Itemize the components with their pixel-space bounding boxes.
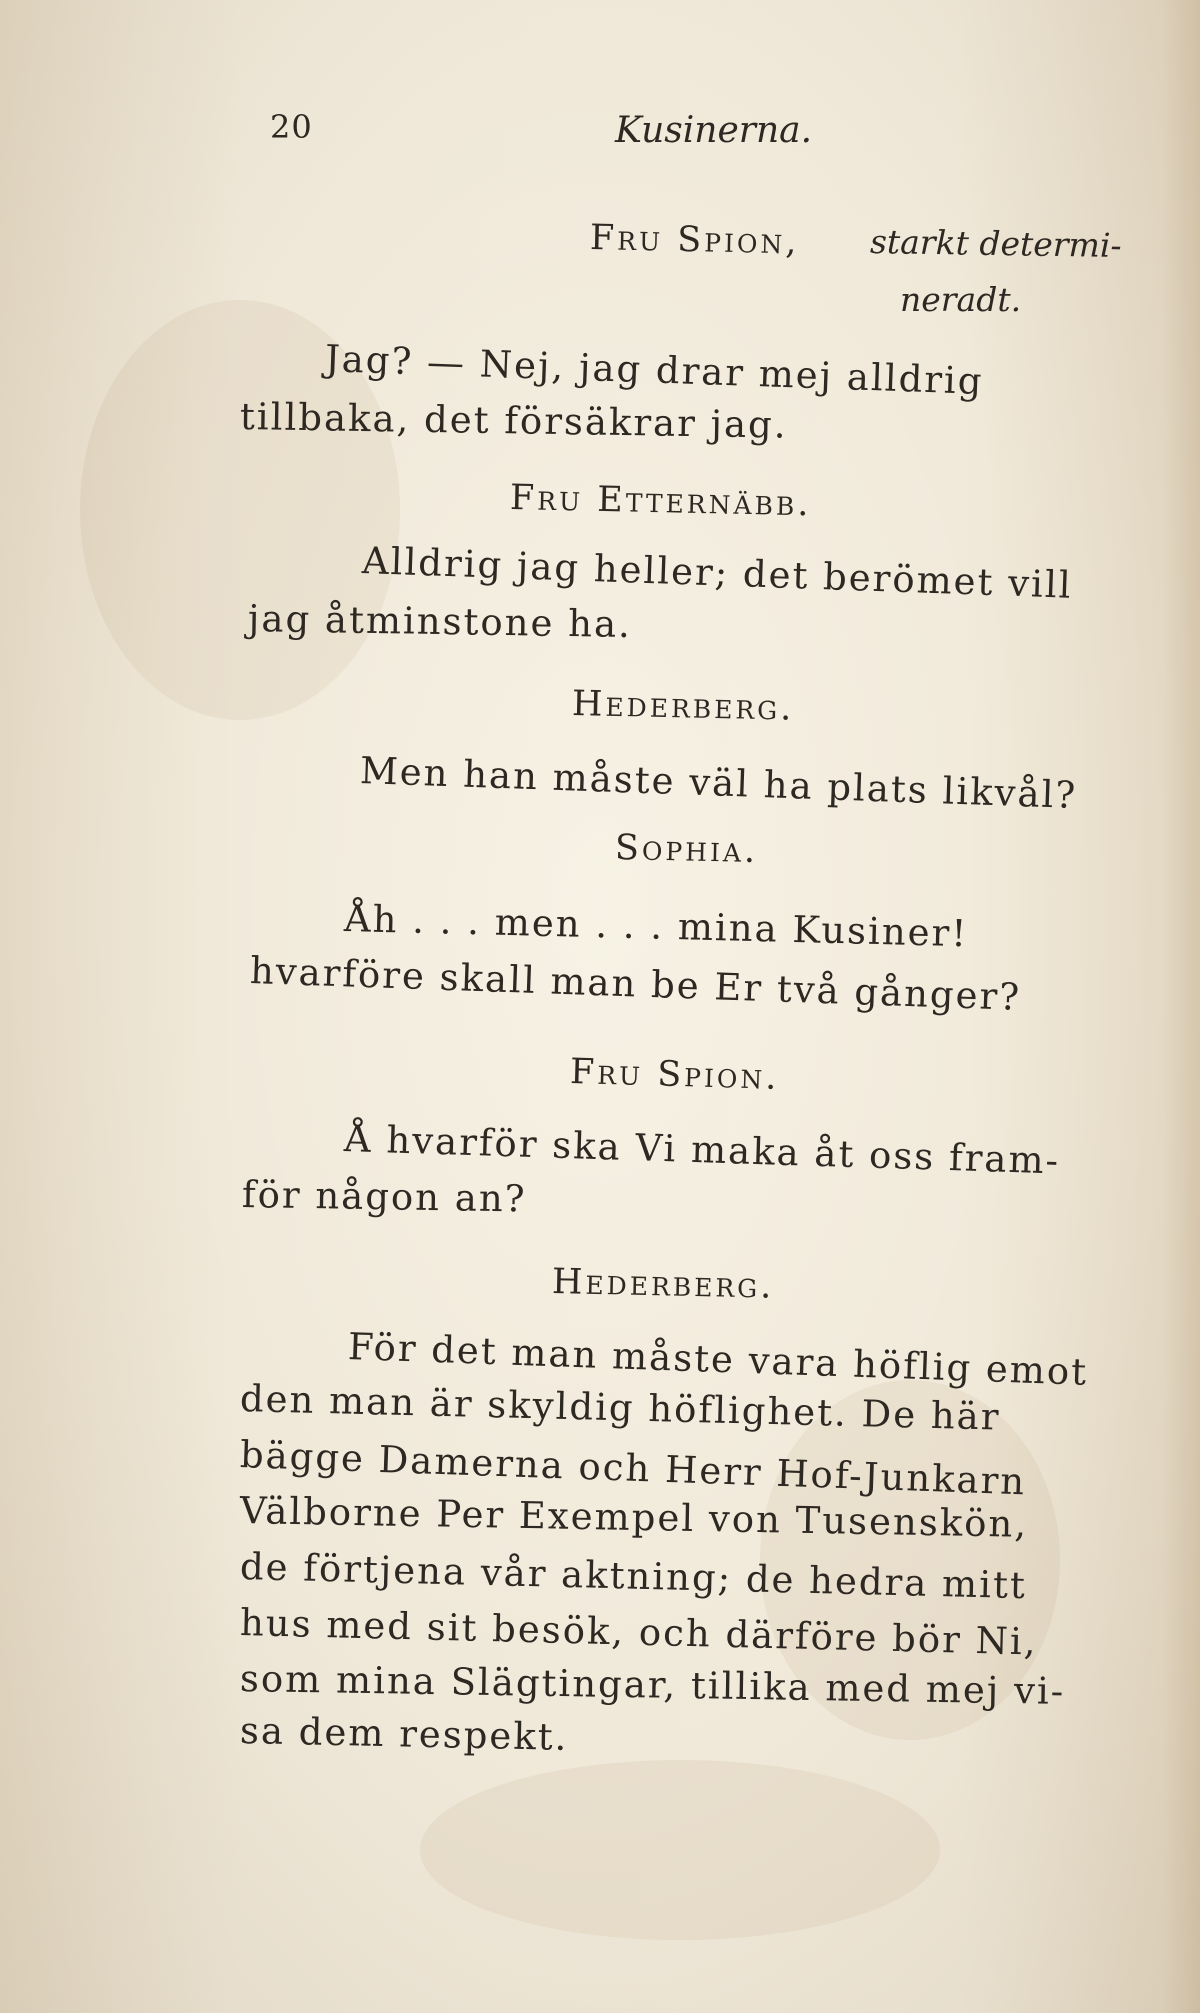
dialogue-line: bägge Damerna och Herr Hof-Junkarn bbox=[239, 1433, 1027, 1504]
page-number: 20 bbox=[270, 108, 313, 146]
dialogue-line: Å hvarför ska Vi maka åt oss fram- bbox=[343, 1117, 1061, 1183]
dialogue-line: de förtjena vår aktning; de hedra mitt bbox=[239, 1545, 1028, 1608]
dialogue-line: Välborne Per Exempel von Tusenskön, bbox=[239, 1489, 1029, 1546]
page-edge-shadow bbox=[1162, 0, 1200, 2013]
dialogue-line: Jag? — Nej, jag drar mej alldrig bbox=[324, 337, 985, 403]
stage-direction: neradt. bbox=[900, 280, 1022, 319]
speaker-name: Fru Spion, bbox=[589, 218, 800, 263]
paper-stain bbox=[420, 1760, 940, 1940]
dialogue-line: hus med sit besök, och därföre bör Ni, bbox=[239, 1601, 1039, 1664]
dialogue-line: jag åtminstone ha. bbox=[247, 597, 633, 647]
dialogue-line: den man är skyldig höflighet. De här bbox=[239, 1377, 1002, 1439]
dialogue-line: sa dem respekt. bbox=[239, 1709, 569, 1759]
speaker-name: Fru Spion. bbox=[569, 1052, 780, 1098]
dialogue-line: hvarföre skall man be Er två gånger? bbox=[249, 949, 1022, 1019]
speaker-name: Sophia. bbox=[614, 828, 759, 871]
dialogue-line: För det man måste vara höflig emot bbox=[347, 1325, 1089, 1394]
speaker-name: Fru Etternäbb. bbox=[509, 478, 812, 525]
dialogue-line: Men han måste väl ha plats likvål? bbox=[359, 749, 1078, 818]
dialogue-line: Åh . . . men . . . mina Kusiner! bbox=[343, 897, 969, 956]
stage-direction: starkt determi- bbox=[869, 222, 1122, 265]
dialogue-line: för någon an? bbox=[241, 1173, 527, 1221]
speaker-name: Hederberg. bbox=[551, 1262, 775, 1307]
speaker-name: Hederberg. bbox=[571, 684, 795, 729]
dialogue-line: Alldrig jag heller; det berömet vill bbox=[361, 539, 1074, 607]
dialogue-line: som mina Slägtingar, tillika med mej vi- bbox=[239, 1657, 1066, 1713]
running-title: Kusinerna. bbox=[615, 110, 813, 151]
dialogue-line: tillbaka, det försäkrar jag. bbox=[239, 395, 788, 447]
